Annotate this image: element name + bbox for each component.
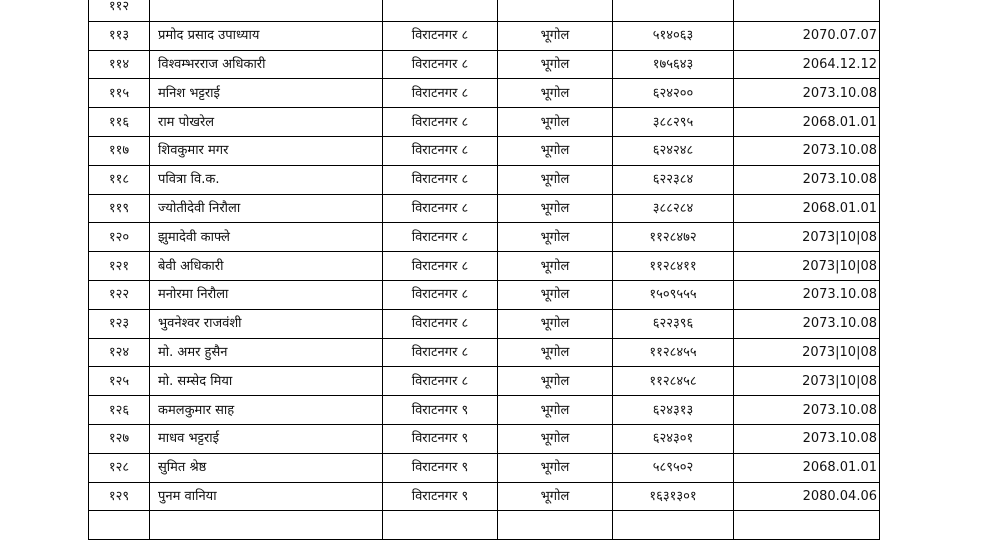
date-cell: 2073.10.08 [734,309,880,338]
address-cell: विराटनगर ८ [383,338,498,367]
subject-cell: भूगोल [498,338,613,367]
subject-cell: भूगोल [498,396,613,425]
name-cell: सुमित श्रेष्ठ [150,453,383,482]
number-cell: ३८८२९५ [613,108,734,137]
number-cell: ५१४०६३ [613,21,734,50]
table-row [89,194,880,223]
date-cell: 2073|10|08 [734,367,880,396]
table-row [89,424,880,453]
number-cell [613,511,734,540]
name-cell: पुनम वानिया [150,482,383,511]
address-cell: विराटनगर ८ [383,309,498,338]
subject-cell: भूगोल [498,280,613,309]
address-cell: विराटनगर ९ [383,453,498,482]
number-cell: ६२२३९६ [613,309,734,338]
number-cell: ६२४२०० [613,79,734,108]
date-cell: 2064.12.12 [734,50,880,79]
serial-number-cell: ११२ [89,0,150,21]
date-cell: 2073.10.08 [734,165,880,194]
date-cell: 2073.10.08 [734,396,880,425]
number-cell: ३८८२८४ [613,194,734,223]
serial-number-cell: १२१ [89,252,150,281]
table-row [89,223,880,252]
number-cell: ११२८४११ [613,252,734,281]
date-cell: 2073.10.08 [734,280,880,309]
number-cell: ११२८४५५ [613,338,734,367]
table-row [89,482,880,511]
table-row [89,367,880,396]
serial-number-cell: १२६ [89,396,150,425]
date-cell [734,511,880,540]
table-row [89,21,880,50]
serial-number-cell: १२० [89,223,150,252]
address-cell [383,511,498,540]
name-cell: विश्वम्भरराज अधिकारी [150,50,383,79]
address-cell: विराटनगर ८ [383,252,498,281]
name-cell: पवित्रा वि.क. [150,165,383,194]
name-cell: मो. सम्सेद मिया [150,367,383,396]
serial-number-cell: ११८ [89,165,150,194]
name-cell: मो. अमर हुसैन [150,338,383,367]
name-cell: झुमादेवी काफ्ले [150,223,383,252]
subject-cell: भूगोल [498,108,613,137]
name-cell: राम पोखरेल [150,108,383,137]
table-row [89,396,880,425]
date-cell: 2073.10.08 [734,424,880,453]
number-cell: ६२२३८४ [613,165,734,194]
table-row [89,108,880,137]
name-cell: मनोरमा निरौला [150,280,383,309]
serial-number-cell: ११४ [89,50,150,79]
subject-cell: भूगोल [498,482,613,511]
date-cell: 2068.01.01 [734,194,880,223]
subject-cell [498,511,613,540]
address-cell: विराटनगर ८ [383,50,498,79]
name-cell [150,511,383,540]
subject-cell: भूगोल [498,165,613,194]
subject-cell: भूगोल [498,309,613,338]
name-cell: प्रमोद प्रसाद उपाध्याय [150,21,383,50]
address-cell: विराटनगर ८ [383,223,498,252]
serial-number-cell: ११५ [89,79,150,108]
subject-cell: भूगोल [498,194,613,223]
number-cell: ६२४३०१ [613,424,734,453]
date-cell: 2073.10.08 [734,79,880,108]
table-row [89,309,880,338]
table-row [89,50,880,79]
table-row [89,453,880,482]
serial-number-cell: १२२ [89,280,150,309]
date-cell: 2068.01.01 [734,453,880,482]
name-cell: बेवी अधिकारी [150,252,383,281]
subject-cell [498,0,613,21]
date-cell: 2070.07.07 [734,21,880,50]
date-cell: 2073|10|08 [734,223,880,252]
table-row [89,280,880,309]
name-cell: भुवनेश्वर राजवंशी [150,309,383,338]
subject-cell: भूगोल [498,21,613,50]
address-cell: विराटनगर ८ [383,165,498,194]
number-cell: १७५६४३ [613,50,734,79]
name-cell [150,0,383,21]
subject-cell: भूगोल [498,252,613,281]
table-row [89,79,880,108]
subject-cell: भूगोल [498,50,613,79]
number-cell: ११२८४७२ [613,223,734,252]
name-cell: शिवकुमार मगर [150,136,383,165]
date-cell [734,0,880,21]
number-cell: १५०९५५५ [613,280,734,309]
address-cell: विराटनगर ८ [383,280,498,309]
table-row [89,0,880,21]
records-table [88,0,880,540]
table-row [89,165,880,194]
table-row [89,136,880,165]
number-cell: ५८९५०२ [613,453,734,482]
address-cell: विराटनगर ९ [383,396,498,425]
address-cell: विराटनगर ९ [383,424,498,453]
address-cell: विराटनगर ८ [383,79,498,108]
serial-number-cell: १२७ [89,424,150,453]
address-cell: विराटनगर ८ [383,108,498,137]
table-row [89,252,880,281]
serial-number-cell: १२५ [89,367,150,396]
number-cell: ११२८४५८ [613,367,734,396]
table-row [89,511,880,540]
serial-number-cell: ११३ [89,21,150,50]
date-cell: 2073|10|08 [734,252,880,281]
number-cell: ६२४२४८ [613,136,734,165]
subject-cell: भूगोल [498,424,613,453]
serial-number-cell [89,511,150,540]
date-cell: 2073.10.08 [734,136,880,165]
serial-number-cell: १२८ [89,453,150,482]
subject-cell: भूगोल [498,136,613,165]
date-cell: 2080.04.06 [734,482,880,511]
address-cell: विराटनगर ९ [383,482,498,511]
address-cell [383,0,498,21]
name-cell: ज्योतीदेवी निरौला [150,194,383,223]
name-cell: मनिश भट्टराई [150,79,383,108]
number-cell: १६३१३०१ [613,482,734,511]
address-cell: विराटनगर ८ [383,194,498,223]
date-cell: 2073|10|08 [734,338,880,367]
number-cell [613,0,734,21]
subject-cell: भूगोल [498,453,613,482]
subject-cell: भूगोल [498,223,613,252]
number-cell: ६२४३१३ [613,396,734,425]
subject-cell: भूगोल [498,367,613,396]
subject-cell: भूगोल [498,79,613,108]
address-cell: विराटनगर ८ [383,21,498,50]
name-cell: माधव भट्टराई [150,424,383,453]
name-cell: कमलकुमार साह [150,396,383,425]
serial-number-cell: १२४ [89,338,150,367]
table-row [89,338,880,367]
serial-number-cell: ११९ [89,194,150,223]
address-cell: विराटनगर ८ [383,367,498,396]
serial-number-cell: १२९ [89,482,150,511]
serial-number-cell: १२३ [89,309,150,338]
serial-number-cell: ११७ [89,136,150,165]
address-cell: विराटनगर ८ [383,136,498,165]
date-cell: 2068.01.01 [734,108,880,137]
serial-number-cell: ११६ [89,108,150,137]
records-table-body [89,0,880,540]
